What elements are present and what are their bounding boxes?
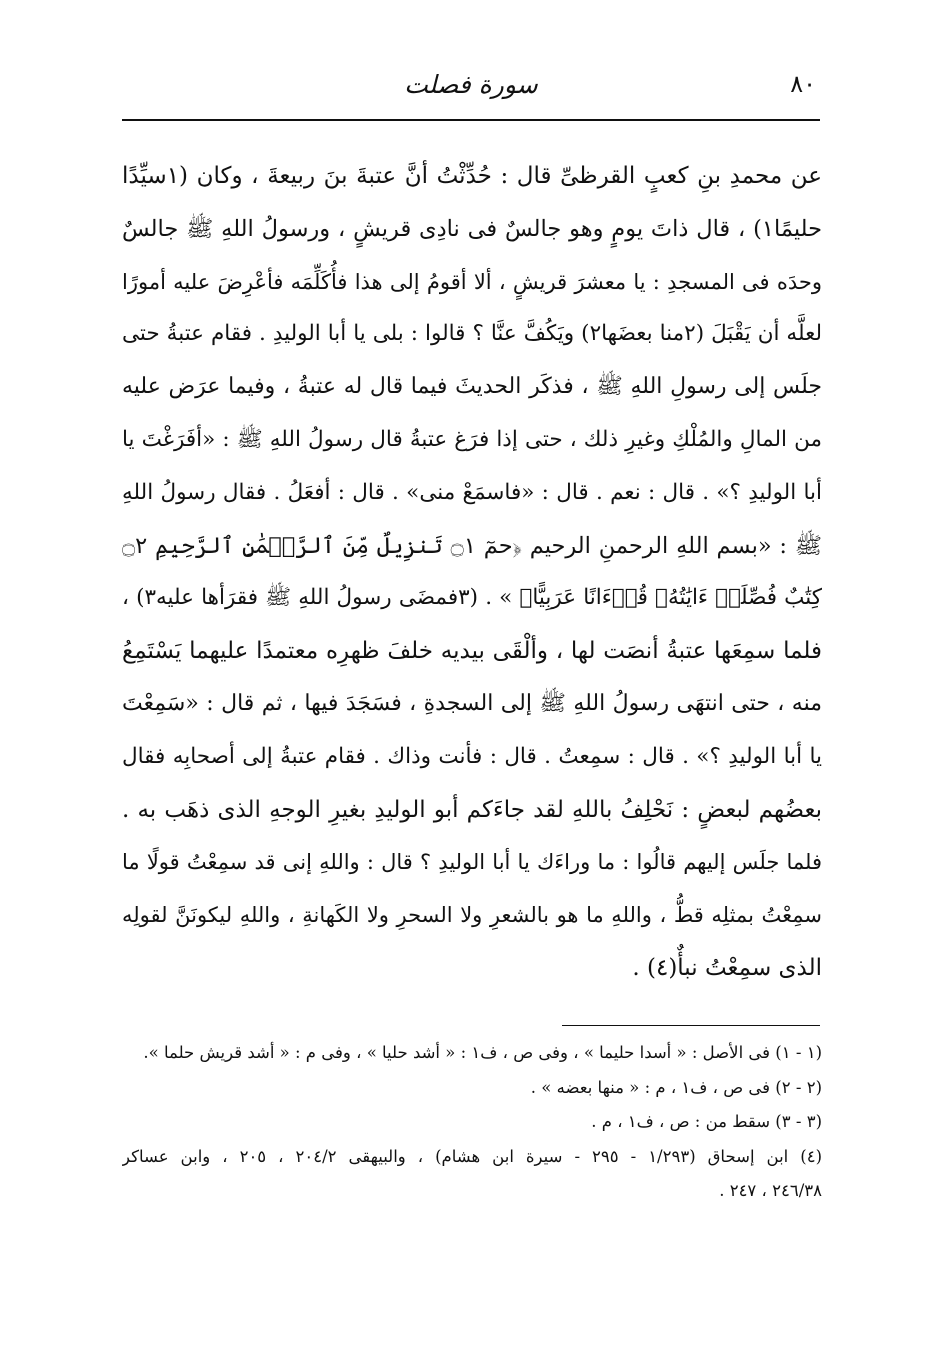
text-line: جلَس إلى رسولِ اللهِ ﷺ ، فذكَر الحديثَ فيما قال له عتبةُ ، وفيما عرَض عليه [122, 374, 822, 400]
footnotes [122, 1036, 822, 1209]
footnote-divider [562, 1025, 820, 1026]
text-line: عن محمدِ بنِ كعبٍ القرظىِّ قال : حُدِّثْتُ أنَّ عتبةَ بنَ ربيعةَ ، وكان (١سيِّدًا [122, 163, 822, 189]
main-text [122, 150, 822, 995]
running-title: سورة فصلت [404, 70, 538, 99]
text-line: حليمًا١) ، قال ذاتَ يومٍ وهو جالسٌ فى نادِى قريشٍ ، ورسولُ اللهِ ﷺ جالسٌ [122, 215, 822, 242]
footnote: (٢ - ٢) فى ص ، ف١ ، م : « منها بعضه » . [530, 1077, 822, 1097]
text-line: أبا الوليدِ ؟» . قال : نعم . قال : «فاسمَعْ منى» . قال : أفعَلُ . فقال رسولُ اللهِ [122, 479, 822, 505]
page-header [122, 62, 820, 114]
text-line: فلما سمِعَها عتبةُ أنصَت لها ، وألْقَى بيديه خلفَ ظهرِه معتمدًا عليهما يَسْتَمِعُ [122, 638, 822, 665]
quran-text-line: كِتَٰبٌ فُصِّلَتۡ ءَايَٰتُهُۥ قُرۡءَانًا عَرَبِيًّا﴾ » . (٣فمضَى رسولُ اللهِ ﷺ فقرَأها عليه٣) ، [122, 585, 822, 611]
footnote-continuation: ٢٤٦/٣٨ ، ٢٤٧ . [719, 1181, 822, 1200]
footnote: (١ - ١) فى الأصل : « أسدا حليما » ، وفى ص ، ف١ : « أشد حليا » ، وفى م : « أشد قريش حلما ». [143, 1043, 822, 1062]
text-line: سمِعْتُ بمثلِه قطُّ ، واللهِ ما هو بالشعرِ ولا السحرِ ولا الكَهانةِ ، واللهِ ليكونَنَّ لقولِه [122, 903, 822, 928]
page-number: ٨٠ [790, 70, 816, 98]
quran-text-line: ﷺ : «بسم اللهِ الرحمنِ الرحيم ﴿حمٓ ۝١ تَنزِيلٌ مِّنَ ٱلرَّحۡمَٰنِ ٱلرَّحِيمِ ۝٢ [122, 532, 822, 559]
footnote: (٤) ابن إسحاق (١/٢٩٣ - ٢٩٥ - سيرة ابن هشام) ، والبيهقى ٢٠٤/٢ ، ٢٠٥ ، وابن عساكر [122, 1146, 822, 1166]
text-line: يا أبا الوليدِ ؟» . قال : سمِعتُ . قال : فأنت وذاك . فقام عتبةُ إلى أصحابِه فقال [122, 743, 822, 769]
text-line: من المالِ والمُلْكِ وغيرِ ذلك ، حتى إذا فرَغ عتبةُ قال رسولُ اللهِ ﷺ : «أفَرَغْتَ يا [122, 426, 822, 452]
text-line: بعضُهم لبعضٍ : نَحْلِفُ باللهِ لقد جاءَكم أبو الوليدِ بغيرِ الوجهِ الذى ذهَب به . [122, 796, 822, 823]
text-line: فلما جلَس إليهم قالُوا : ما وراءَك يا أبا الوليدِ ؟ قال : واللهِ إنى قد سمِعْتُ قولًا ما [122, 850, 822, 875]
text-line: وحدَه فى المسجدِ : يا معشرَ قريشٍ ، ألا أقومُ إلى هذا فأُكَلِّمَه فأعْرِضَ عليه أمورًا [122, 269, 822, 294]
text-line: منه ، حتى انتهَى رسولُ اللهِ ﷺ إلى السجدةِ ، فسَجَدَ فيها ، ثم قال : «سَمِعْتَ [122, 690, 822, 716]
text-line: لعلَّه أن يَقْبَلَ (٢منا بعضَها٢) ويَكُفَّ عنَّا ؟ قالوا : بلى يا أبا الوليدِ . فقام عتبةُ حتى [122, 321, 822, 347]
text-line: الذى سمِعْتُ نبأٌ(٤) . [632, 954, 822, 981]
header-divider [122, 119, 820, 121]
footnote: (٣ - ٣) سقط من : ص ، ف١ ، م . [591, 1112, 822, 1131]
